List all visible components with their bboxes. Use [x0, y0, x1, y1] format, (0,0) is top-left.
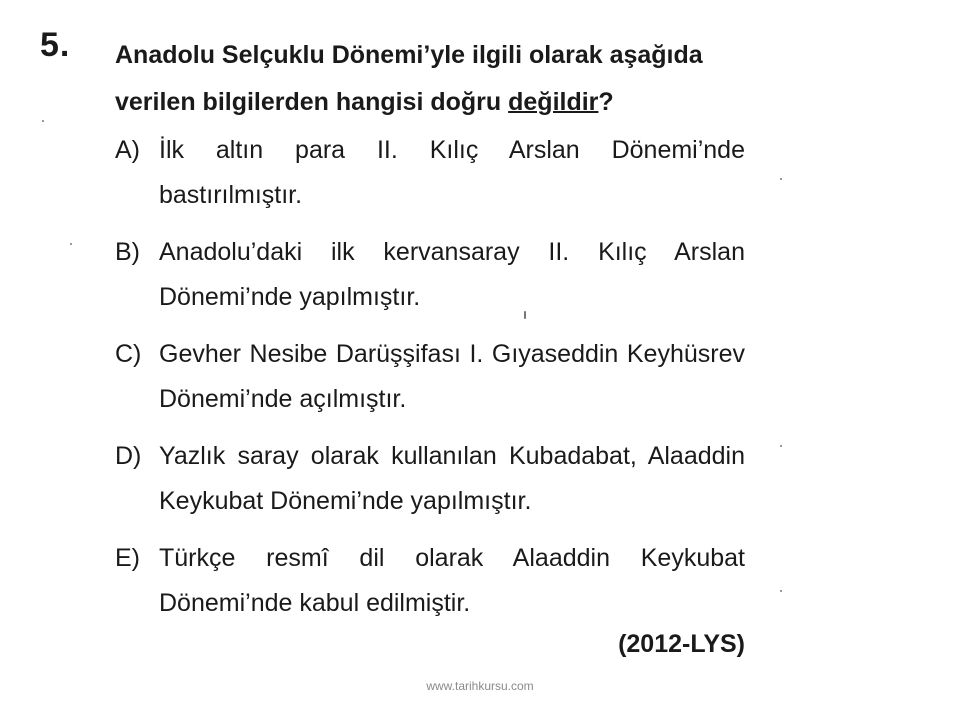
option-text: Yazlık saray olarak kullanılan Kubadabat, Alaaddin Keykubat Dönemi’nde yapılmıştır. [159, 442, 745, 515]
option-e [115, 536, 745, 626]
scan-speck [70, 243, 72, 245]
option-b [115, 230, 745, 320]
footer-url: www.tarihkursu.com [426, 679, 534, 693]
option-a [115, 128, 745, 218]
question-stem-end: ? [598, 88, 614, 116]
option-letter: C) [115, 340, 142, 368]
option-text: Anadolu’daki ilk kervansaray II. Kılıç Arslan Dönemi’nde yapılmıştır. [159, 238, 745, 311]
option-letter: B) [115, 238, 140, 266]
scan-speck [780, 445, 782, 447]
option-c [115, 332, 745, 422]
option-letter: A) [115, 136, 140, 164]
question-number: 5. [40, 26, 71, 64]
question-stem [115, 32, 755, 126]
exam-source: (2012-LYS) [618, 630, 745, 658]
option-text: Gevher Nesibe Darüşşifası I. Gıyaseddin Keyhüsrev Dönemi’nde açılmıştır. [159, 340, 745, 413]
answer-options [115, 128, 745, 638]
scan-speck [42, 120, 44, 122]
option-d [115, 434, 745, 524]
option-letter: D) [115, 442, 142, 470]
scan-speck [780, 590, 782, 592]
option-text: İlk altın para II. Kılıç Arslan Dönemi’nde bastırılmıştır. [159, 136, 745, 209]
question-stem-text: Anadolu Selçuklu Dönemi’yle ilgili olarak aşağıda verilen bilgilerden hangisi doğru [115, 41, 703, 116]
scan-speck [780, 178, 782, 180]
scan-speck [524, 311, 526, 319]
option-letter: E) [115, 544, 140, 572]
option-text: Türkçe resmî dil olarak Alaaddin Keykubat Dönemi’nde kabul edilmiştir. [159, 544, 745, 617]
question-stem-emphasis: değildir [508, 88, 599, 116]
